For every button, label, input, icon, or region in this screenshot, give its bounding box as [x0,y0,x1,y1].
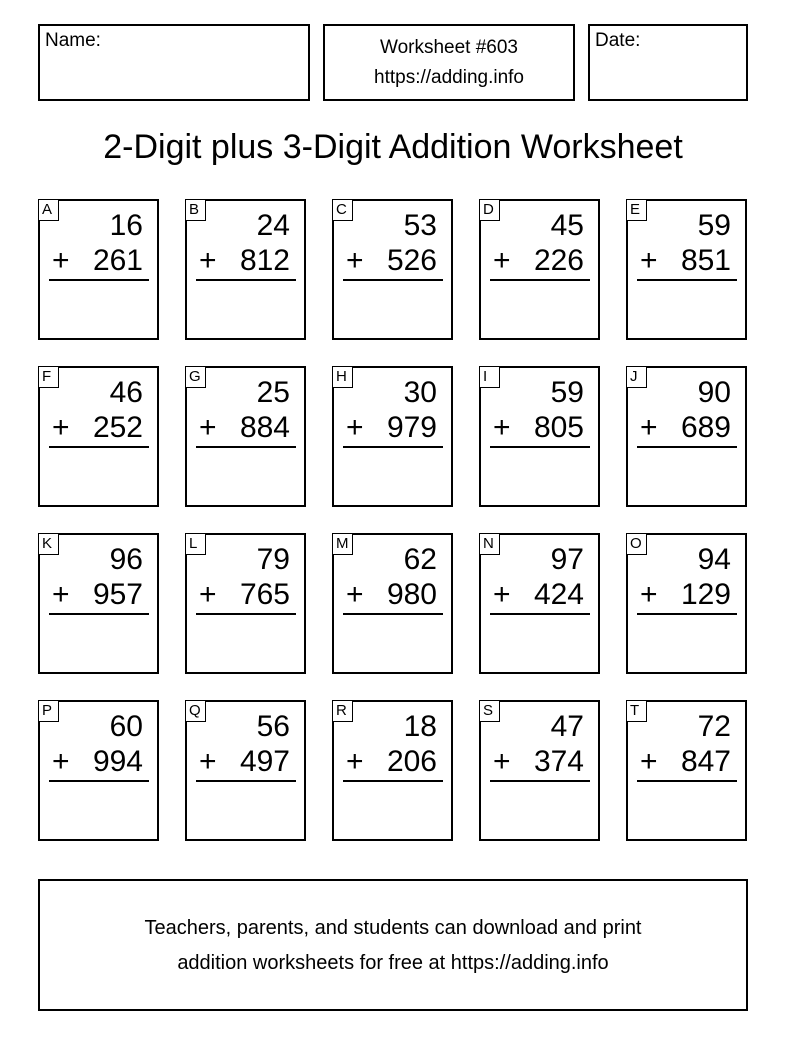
footer-box [38,879,748,1011]
problem-letter: G [185,366,206,388]
first-addend: 94 [697,543,731,576]
problem-card[interactable] [626,700,747,841]
plus-sign: + [640,244,658,277]
plus-sign: + [199,578,217,611]
second-addend: 424 [533,578,584,611]
problem-card[interactable] [38,700,159,841]
first-addend: 16 [109,209,143,242]
footer-text-line-1: Teachers, parents, and students can download and print [144,917,642,939]
problem-letter: J [626,366,647,388]
problem-letter: T [626,700,647,722]
problem-letter: A [38,199,59,221]
problem-letter: D [479,199,500,221]
problem-letter: Q [185,700,206,722]
plus-sign: + [346,411,364,444]
second-addend: 261 [92,244,143,277]
first-addend: 79 [256,543,290,576]
first-addend: 62 [403,543,437,576]
plus-sign: + [493,578,511,611]
date-label: Date: [595,30,641,51]
plus-sign: + [493,745,511,778]
second-addend: 994 [92,745,143,778]
problem-letter: L [185,533,206,555]
problem-letter: P [38,700,59,722]
problem-letter: O [626,533,647,555]
first-addend: 18 [403,710,437,743]
problem-card[interactable] [185,700,306,841]
sum-line [49,446,149,448]
problem-letter: M [332,533,353,555]
problem-letter: S [479,700,500,722]
problem-letter: B [185,199,206,221]
problem-card[interactable] [332,533,453,674]
second-addend: 957 [92,578,143,611]
problem-card[interactable] [185,199,306,340]
first-addend: 45 [550,209,584,242]
sum-line [49,279,149,281]
sum-line [637,446,737,448]
problem-card[interactable] [38,533,159,674]
second-addend: 884 [239,411,290,444]
plus-sign: + [640,411,658,444]
sum-line [637,613,737,615]
sum-line [196,780,296,782]
second-addend: 526 [386,244,437,277]
problem-letter: N [479,533,500,555]
name-label: Name: [45,30,101,51]
first-addend: 96 [109,543,143,576]
second-addend: 765 [239,578,290,611]
problem-card[interactable] [332,366,453,507]
problem-card[interactable] [38,366,159,507]
worksheet-title: 2-Digit plus 3-Digit Addition Worksheet [103,128,683,166]
sum-line [49,780,149,782]
plus-sign: + [199,244,217,277]
second-addend: 497 [239,745,290,778]
sum-line [343,279,443,281]
first-addend: 59 [697,209,731,242]
problem-card[interactable] [626,533,747,674]
worksheet-url: https://adding.info [374,67,524,88]
problem-card[interactable] [479,700,600,841]
first-addend: 53 [403,209,437,242]
second-addend: 689 [680,411,731,444]
plus-sign: + [199,745,217,778]
second-addend: 980 [386,578,437,611]
second-addend: 129 [680,578,731,611]
sum-line [490,780,590,782]
first-addend: 60 [109,710,143,743]
first-addend: 47 [550,710,584,743]
second-addend: 805 [533,411,584,444]
problem-card[interactable] [479,199,600,340]
problem-letter: E [626,199,647,221]
first-addend: 25 [256,376,290,409]
first-addend: 90 [697,376,731,409]
plus-sign: + [493,244,511,277]
second-addend: 374 [533,745,584,778]
problem-card[interactable] [332,700,453,841]
plus-sign: + [52,411,70,444]
sum-line [343,780,443,782]
problem-card[interactable] [626,366,747,507]
first-addend: 30 [403,376,437,409]
plus-sign: + [493,411,511,444]
footer-text-line-2: addition worksheets for free at https://adding.info [177,952,609,974]
problem-card[interactable] [185,366,306,507]
second-addend: 206 [386,745,437,778]
plus-sign: + [346,244,364,277]
plus-sign: + [346,578,364,611]
second-addend: 851 [680,244,731,277]
first-addend: 97 [550,543,584,576]
problem-letter: C [332,199,353,221]
problem-card[interactable] [626,199,747,340]
first-addend: 72 [697,710,731,743]
plus-sign: + [640,578,658,611]
problem-letter: H [332,366,353,388]
sum-line [49,613,149,615]
first-addend: 46 [109,376,143,409]
problem-card[interactable] [185,533,306,674]
sum-line [196,613,296,615]
problem-letter: K [38,533,59,555]
plus-sign: + [52,745,70,778]
first-addend: 56 [256,710,290,743]
sum-line [637,780,737,782]
problem-letter: R [332,700,353,722]
sum-line [196,446,296,448]
problem-card[interactable] [38,199,159,340]
plus-sign: + [52,244,70,277]
sum-line [490,279,590,281]
problem-letter: I [479,366,500,388]
sum-line [490,446,590,448]
sum-line [343,613,443,615]
second-addend: 979 [386,411,437,444]
second-addend: 252 [92,411,143,444]
plus-sign: + [346,745,364,778]
second-addend: 812 [239,244,290,277]
second-addend: 847 [680,745,731,778]
plus-sign: + [640,745,658,778]
second-addend: 226 [533,244,584,277]
problem-card[interactable] [479,533,600,674]
problem-card[interactable] [479,366,600,507]
first-addend: 59 [550,376,584,409]
sum-line [196,279,296,281]
worksheet-info-box [323,24,575,101]
first-addend: 24 [256,209,290,242]
sum-line [343,446,443,448]
problem-letter: F [38,366,59,388]
sum-line [637,279,737,281]
date-field-box[interactable] [588,24,748,101]
name-field-box[interactable] [38,24,310,101]
worksheet-number: Worksheet #603 [379,37,518,58]
plus-sign: + [199,411,217,444]
problem-card[interactable] [332,199,453,340]
plus-sign: + [52,578,70,611]
sum-line [490,613,590,615]
